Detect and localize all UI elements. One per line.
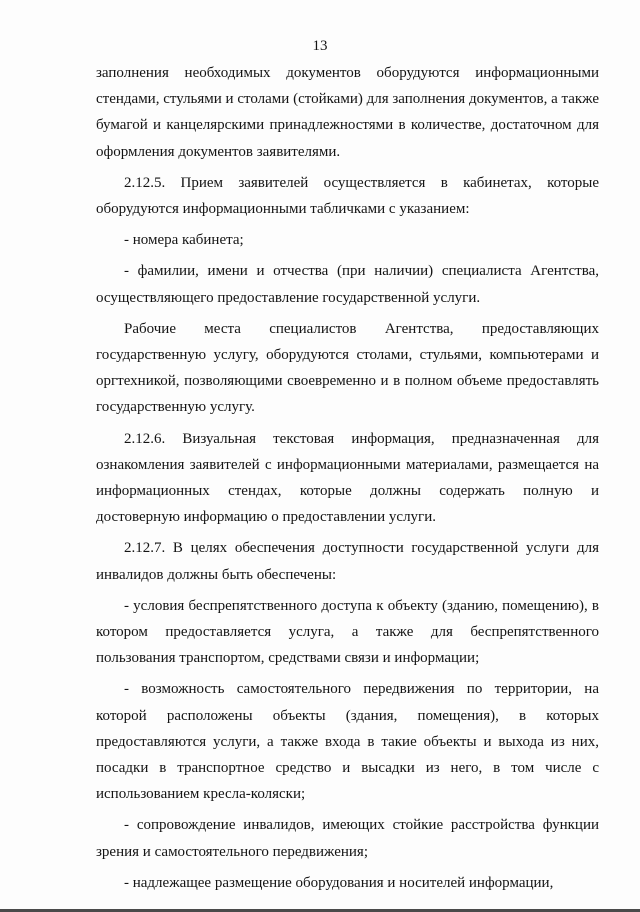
document-body [96, 60, 599, 901]
paragraph-2-12-6: 2.12.6. Визуальная текстовая информация, предназначенная для ознакомления заявителей с информационными материалами, размещается на информационных стендах, которые должны содержать полную и достоверную информацию о предоставлении услуги. [96, 430, 599, 526]
list-item-specialist-name: - фамилии, имени и отчества (при наличии) специалиста Агентства, осуществляющего предоставление государственной услуги. [96, 263, 599, 306]
list-item-access-conditions: - условия беспрепятственного доступа к объекту (зданию, помещению), в котором предоставляется услуга, а также для беспрепятственного пользования транспортом, средствами связи и информации; [96, 597, 599, 667]
paragraph-2-12-7: 2.12.7. В целях обеспечения доступности государственной услуги для инвалидов должны быть обеспечены: [96, 540, 599, 583]
list-item-accompaniment: - сопровождение инвалидов, имеющих стойкие расстройства функции зрения и самостоятельного передвижения; [96, 817, 599, 860]
paragraph-continuation: заполнения необходимых документов оборудуются информационными стендами, стульями и столами (стойками) для заполнения документов, а также бумагой и канцелярскими принадлежностями в количестве, достаточном для оформления документов заявителями. [96, 65, 599, 160]
paragraph-workplaces: Рабочие места специалистов Агентства, предоставляющих государственную услугу, оборудуются столами, стульями, компьютерами и оргтехникой, позволяющими своевременно и в полном объеме предоставлять государственную услугу. [96, 320, 599, 416]
paragraph-2-12-5: 2.12.5. Прием заявителей осуществляется в кабинетах, которые оборудуются информационными табличками с указанием: [96, 174, 599, 218]
list-item-equipment-placement: - надлежащее размещение оборудования и носителей информации, [124, 874, 554, 891]
page-number: 13 [312, 38, 328, 54]
list-item-movement: - возможность самостоятельного передвижения по территории, на которой расположены объекты (здания, помещения), в которых предоставляются услуги, а также входа в такие объекты и выхода из них, посадки в транспортное средство и высадки из него, в том числе с использованием кресла-коляски; [96, 681, 599, 803]
list-item-room-number: - номера кабинета; [124, 232, 244, 249]
